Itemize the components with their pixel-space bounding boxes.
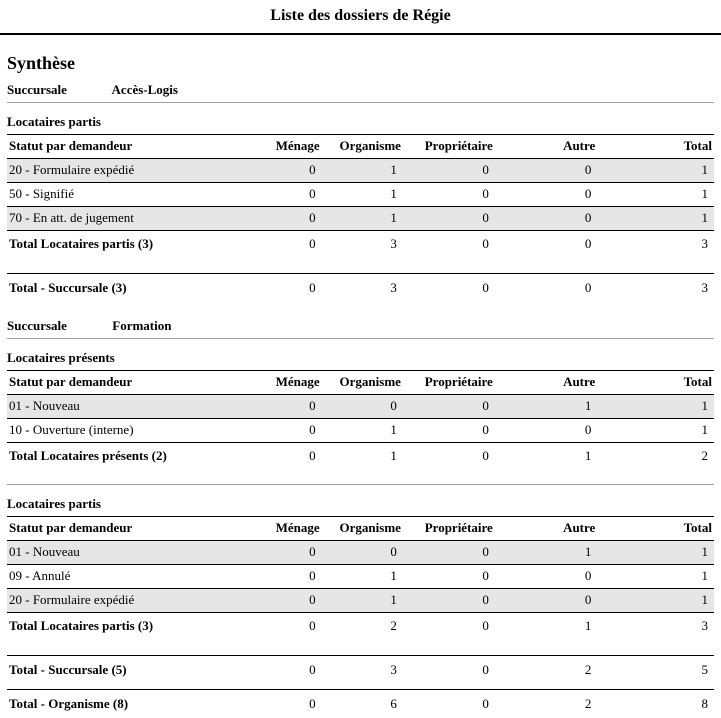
section-total-table (7, 655, 714, 684)
cell-proprietaire: 0 (403, 274, 495, 303)
table-row (7, 183, 714, 207)
header-row (7, 517, 714, 541)
table-row (7, 207, 714, 231)
table-row (7, 395, 714, 419)
cell-autre: 0 (495, 565, 598, 589)
table-total-row (7, 231, 714, 260)
cell-autre: 2 (495, 656, 598, 685)
cell-autre: 0 (495, 419, 598, 443)
row-label: 01 - Nouveau (7, 395, 262, 419)
section-divider (7, 484, 714, 485)
cell-proprietaire: 0 (403, 443, 495, 472)
cell-proprietaire: 0 (403, 565, 495, 589)
cell-organisme: 1 (322, 183, 403, 207)
cell-organisme: 3 (322, 274, 403, 303)
cell-proprietaire: 0 (403, 395, 495, 419)
cell-menage: 0 (262, 207, 322, 231)
cell-proprietaire: 0 (403, 613, 495, 642)
cell-menage: 0 (262, 183, 322, 207)
section-total-label: Total - Succursale (3) (7, 274, 262, 303)
total-label: Total Locataires partis (3) (7, 231, 262, 260)
row-label: 50 - Signifié (7, 183, 262, 207)
row-label: 09 - Annulé (7, 565, 262, 589)
column-header-proprietaire: Propriétaire (403, 371, 495, 395)
section-divider (7, 338, 714, 339)
table-total-row (7, 613, 714, 642)
cell-proprietaire: 0 (403, 589, 495, 613)
cell-organisme: 2 (322, 613, 403, 642)
report-title: Liste des dossiers de Régie (0, 7, 721, 25)
cell-total: 1 (597, 541, 714, 565)
column-header-total: Total (597, 135, 714, 159)
succursale-label: Succursale (7, 318, 109, 334)
column-header-total: Total (597, 517, 714, 541)
column-header-proprietaire: Propriétaire (403, 517, 495, 541)
column-header-menage: Ménage (262, 517, 322, 541)
cell-autre: 0 (495, 274, 598, 303)
cell-organisme: 0 (322, 395, 403, 419)
cell-menage: 0 (262, 419, 322, 443)
column-header-proprietaire: Propriétaire (403, 135, 495, 159)
cell-total: 1 (597, 183, 714, 207)
cell-organisme: 3 (322, 656, 403, 685)
table-total-row (7, 443, 714, 472)
cell-menage: 0 (262, 274, 322, 303)
cell-menage: 0 (262, 656, 322, 685)
cell-autre: 1 (495, 395, 598, 419)
page-heading: Synthèse (7, 53, 714, 74)
cell-total: 1 (597, 395, 714, 419)
cell-total: 3 (597, 274, 714, 303)
cell-proprietaire: 0 (403, 183, 495, 207)
cell-autre: 2 (495, 690, 598, 718)
cell-proprietaire: 0 (403, 231, 495, 260)
cell-menage: 0 (262, 690, 322, 718)
report-total-label: Total - Organisme (8) (7, 690, 262, 718)
report-total-row (7, 690, 714, 718)
header-row (7, 371, 714, 395)
column-header-statut: Statut par demandeur (7, 371, 262, 395)
cell-organisme: 6 (322, 690, 403, 718)
section-total-row (7, 274, 714, 303)
cell-autre: 0 (495, 159, 598, 183)
status-table (7, 516, 714, 641)
table-row (7, 419, 714, 443)
cell-organisme: 0 (322, 541, 403, 565)
report-total-table (7, 689, 714, 718)
cell-total: 1 (597, 419, 714, 443)
cell-organisme: 1 (322, 207, 403, 231)
cell-autre: 0 (495, 589, 598, 613)
column-header-menage: Ménage (262, 135, 322, 159)
cell-organisme: 1 (322, 443, 403, 472)
cell-menage: 0 (262, 443, 322, 472)
cell-proprietaire: 0 (403, 541, 495, 565)
row-label: 10 - Ouverture (interne) (7, 419, 262, 443)
column-header-autre: Autre (495, 371, 598, 395)
header-row (7, 135, 714, 159)
table-row (7, 159, 714, 183)
cell-autre: 1 (495, 541, 598, 565)
cell-organisme: 3 (322, 231, 403, 260)
table-row (7, 541, 714, 565)
column-header-menage: Ménage (262, 371, 322, 395)
cell-proprietaire: 0 (403, 690, 495, 718)
cell-total: 1 (597, 565, 714, 589)
cell-total: 3 (597, 231, 714, 260)
column-header-statut: Statut par demandeur (7, 135, 262, 159)
cell-total: 1 (597, 207, 714, 231)
cell-autre: 1 (495, 443, 598, 472)
cell-menage: 0 (262, 159, 322, 183)
cell-organisme: 1 (322, 419, 403, 443)
column-header-organisme: Organisme (322, 135, 403, 159)
cell-menage: 0 (262, 231, 322, 260)
table-heading: Locataires partis (7, 496, 714, 512)
table-heading: Locataires partis (7, 114, 714, 130)
succursale-row (7, 318, 714, 334)
total-label: Total Locataires présents (2) (7, 443, 262, 472)
succursale-value: Formation (112, 318, 171, 333)
section-total-label: Total - Succursale (5) (7, 656, 262, 685)
cell-proprietaire: 0 (403, 159, 495, 183)
total-label: Total Locataires partis (3) (7, 613, 262, 642)
table-row (7, 589, 714, 613)
status-table (7, 370, 714, 471)
succursale-value: Accès-Logis (112, 82, 178, 97)
row-label: 20 - Formulaire expédié (7, 159, 262, 183)
table-row (7, 565, 714, 589)
succursale-row (7, 82, 714, 98)
cell-menage: 0 (262, 395, 322, 419)
column-header-autre: Autre (495, 517, 598, 541)
cell-autre: 1 (495, 613, 598, 642)
cell-proprietaire: 0 (403, 207, 495, 231)
cell-menage: 0 (262, 589, 322, 613)
cell-menage: 0 (262, 541, 322, 565)
column-header-autre: Autre (495, 135, 598, 159)
status-table (7, 134, 714, 259)
report-header (0, 0, 721, 35)
cell-total: 2 (597, 443, 714, 472)
succursale-label: Succursale (7, 82, 109, 98)
section-divider (7, 102, 714, 103)
section-total-table (7, 273, 714, 302)
cell-proprietaire: 0 (403, 656, 495, 685)
row-label: 01 - Nouveau (7, 541, 262, 565)
cell-autre: 0 (495, 183, 598, 207)
cell-total: 1 (597, 159, 714, 183)
row-label: 70 - En att. de jugement (7, 207, 262, 231)
cell-organisme: 1 (322, 589, 403, 613)
column-header-statut: Statut par demandeur (7, 517, 262, 541)
column-header-total: Total (597, 371, 714, 395)
cell-autre: 0 (495, 231, 598, 260)
column-header-organisme: Organisme (322, 371, 403, 395)
cell-total: 3 (597, 613, 714, 642)
cell-menage: 0 (262, 565, 322, 589)
cell-organisme: 1 (322, 159, 403, 183)
cell-proprietaire: 0 (403, 419, 495, 443)
cell-menage: 0 (262, 613, 322, 642)
cell-total: 1 (597, 589, 714, 613)
cell-total: 5 (597, 656, 714, 685)
row-label: 20 - Formulaire expédié (7, 589, 262, 613)
table-heading: Locataires présents (7, 350, 714, 366)
section-total-row (7, 656, 714, 685)
cell-organisme: 1 (322, 565, 403, 589)
cell-autre: 0 (495, 207, 598, 231)
column-header-organisme: Organisme (322, 517, 403, 541)
cell-total: 8 (597, 690, 714, 718)
